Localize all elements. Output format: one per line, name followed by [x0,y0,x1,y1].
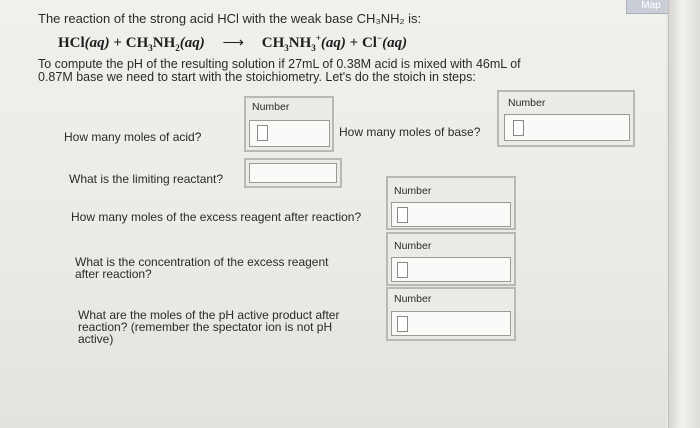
number-label: Number [252,101,290,113]
number-label: Number [394,185,432,197]
question-excess-concentration: What is the concentration of the excess reagent after reaction? [75,255,329,281]
vertical-scrollbar[interactable] [668,0,700,428]
number-label: Number [394,293,432,305]
ph-product-number-box [386,287,516,341]
number-label: Number [508,97,546,109]
excess-conc-input[interactable] [391,257,511,282]
acid-moles-input[interactable] [249,120,330,147]
excess-moles-number-box [386,176,516,230]
limiting-reactant-box [244,158,342,188]
excess-conc-number-box [386,232,516,286]
question-excess-moles: How many moles of the excess reagent after reaction? [71,210,362,224]
excess-moles-input[interactable] [391,202,511,227]
question-acid-moles: How many moles of acid? [64,130,202,144]
intro-text: The reaction of the strong acid HCl with the weak base CH₃NH₂ is: [38,11,422,26]
compute-instructions: To compute the pH of the resulting solution if 27mL of 0.38M acid is mixed with 46mL of 0.87M base we need to start with the stoichiometry. Let's do the stoich in steps: [38,57,521,84]
input-cursor [397,316,408,332]
base-moles-input[interactable] [504,114,630,141]
map-tag[interactable]: Map [626,0,676,14]
question-ph-active-product: What are the moles of the pH active product after reaction? (remember the spectator ion is not pH active) [78,308,340,346]
number-label: Number [394,240,432,252]
input-cursor [513,120,524,136]
input-cursor [397,262,408,278]
reaction-equation: $HCl(aq) + CH_3NH_2(aq)$ ⟶ $CH_3NH_3^+(aq) + Cl^-(aq)$ [58,33,408,53]
limiting-reactant-select[interactable] [249,163,337,183]
input-cursor [257,125,268,141]
input-cursor [397,207,408,223]
question-limiting-reactant: What is the limiting reactant? [69,172,224,186]
ph-product-input[interactable] [391,311,511,336]
acid-moles-number-box [244,96,334,152]
base-moles-number-box [497,90,635,147]
question-base-moles: How many moles of base? [339,125,481,139]
